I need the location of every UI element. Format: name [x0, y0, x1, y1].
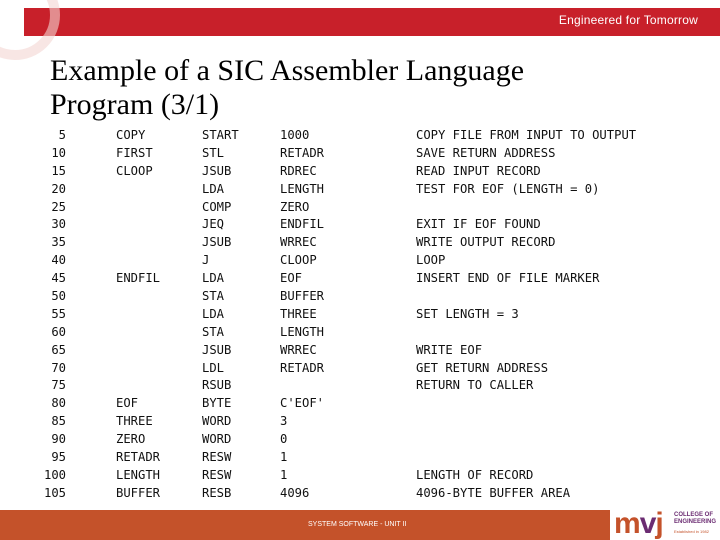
line-opcode: LDA — [202, 181, 225, 196]
line-comment: COPY FILE FROM INPUT TO OUTPUT — [416, 128, 637, 142]
line-label: ZERO — [116, 432, 146, 447]
line-operand: RETADR — [280, 360, 325, 375]
line-number: 55 — [51, 306, 66, 321]
line-comment: WRITE OUTPUT RECORD — [416, 235, 556, 250]
title-line-2: Program (3/1) — [50, 88, 220, 121]
line-number: 35 — [51, 235, 66, 250]
line-comment: WRITE EOF — [416, 342, 483, 357]
line-number: 40 — [51, 253, 66, 268]
line-operand: RDREC — [280, 163, 317, 178]
line-number: 60 — [51, 324, 66, 339]
line-opcode: RSUB — [202, 378, 232, 393]
line-operand: BUFFER — [280, 289, 325, 304]
line-opcode: JSUB — [202, 342, 232, 357]
line-operand: RETADR — [280, 145, 325, 160]
logo-college-name: COLLEGE OF ENGINEERING — [674, 512, 717, 525]
line-operand: 1000 — [280, 128, 310, 142]
line-opcode: JSUB — [202, 235, 232, 250]
line-number: 65 — [51, 342, 66, 357]
line-operand: LENGTH — [280, 324, 325, 339]
line-operand: 3 — [280, 414, 288, 429]
line-label: THREE — [116, 414, 153, 429]
line-number: 50 — [51, 289, 66, 304]
logo-mark: mvj — [614, 507, 663, 540]
line-operand: LENGTH — [280, 181, 325, 196]
line-number: 70 — [51, 360, 66, 375]
line-comment: TEST FOR EOF (LENGTH = 0) — [416, 181, 600, 196]
top-banner — [0, 0, 720, 40]
line-number: 30 — [51, 217, 66, 232]
line-opcode: LDL — [202, 360, 225, 375]
banner-tagline: Engineered for Tomorrow — [558, 13, 698, 27]
line-number: 10 — [51, 145, 66, 160]
footer-bar — [0, 510, 610, 540]
line-label: EOF — [116, 396, 139, 411]
line-opcode: STA — [202, 324, 225, 339]
line-opcode: JSUB — [202, 163, 232, 178]
line-operand: 0 — [280, 432, 288, 447]
line-operand: C'EOF' — [280, 396, 325, 411]
line-comment: SET LENGTH = 3 — [416, 306, 519, 321]
corner-decoration — [0, 0, 60, 60]
line-opcode: RESW — [202, 467, 232, 482]
line-opcode: LDA — [202, 306, 225, 321]
line-opcode: BYTE — [202, 396, 232, 411]
line-opcode: RESB — [202, 485, 232, 500]
line-opcode: COMP — [202, 199, 232, 214]
line-operand: 1 — [280, 467, 288, 482]
line-operand: THREE — [280, 306, 317, 321]
line-label: LENGTH — [116, 467, 161, 482]
line-label: RETADR — [116, 450, 161, 465]
line-comment: LENGTH OF RECORD — [416, 467, 534, 482]
line-label: FIRST — [116, 145, 153, 160]
line-comment: INSERT END OF FILE MARKER — [416, 271, 600, 286]
line-number: 95 — [51, 450, 66, 465]
line-number: 75 — [51, 378, 66, 393]
line-operand: EOF — [280, 271, 303, 286]
line-number: 25 — [51, 199, 66, 214]
line-opcode: STL — [202, 145, 225, 160]
line-opcode: RESW — [202, 450, 232, 465]
line-operand: 1 — [280, 450, 288, 465]
slide-title — [50, 54, 690, 122]
line-label: COPY — [116, 128, 146, 142]
logo-established: Established in 1982 — [674, 529, 709, 534]
line-comment: 4096-BYTE BUFFER AREA — [416, 485, 571, 500]
line-number: 90 — [51, 432, 66, 447]
line-number: 45 — [51, 271, 66, 286]
line-opcode: LDA — [202, 271, 225, 286]
line-label: CLOOP — [116, 163, 153, 178]
line-comment: EXIT IF EOF FOUND — [416, 217, 541, 232]
footer-text: SYSTEM SOFTWARE - UNIT II — [308, 521, 407, 528]
line-opcode: WORD — [202, 432, 232, 447]
line-operand: CLOOP — [280, 253, 317, 268]
line-number: 20 — [51, 181, 66, 196]
line-operand: 4096 — [280, 485, 310, 500]
line-opcode: STA — [202, 289, 225, 304]
line-number: 80 — [51, 396, 66, 411]
line-comment: RETURN TO CALLER — [416, 378, 534, 393]
line-label: BUFFER — [116, 485, 161, 500]
line-label: ENDFIL — [116, 271, 161, 286]
line-comment: READ INPUT RECORD — [416, 163, 541, 178]
line-comment: SAVE RETURN ADDRESS — [416, 145, 556, 160]
line-operand: WRREC — [280, 235, 317, 250]
line-number: 105 — [43, 485, 66, 500]
line-opcode: WORD — [202, 414, 232, 429]
line-opcode: JEQ — [202, 217, 225, 232]
line-operand: ZERO — [280, 199, 310, 214]
line-operand: WRREC — [280, 342, 317, 357]
line-comment: GET RETURN ADDRESS — [416, 360, 549, 375]
line-number: 5 — [58, 128, 66, 142]
line-comment: LOOP — [416, 253, 446, 268]
line-number: 85 — [51, 414, 66, 429]
line-number: 100 — [43, 467, 66, 482]
line-operand: ENDFIL — [280, 217, 325, 232]
title-line-1: Example of a SIC Assembler Language — [50, 54, 525, 87]
line-number: 15 — [51, 163, 66, 178]
line-opcode: J — [202, 253, 210, 268]
college-logo — [612, 508, 720, 540]
line-opcode: START — [202, 128, 239, 142]
